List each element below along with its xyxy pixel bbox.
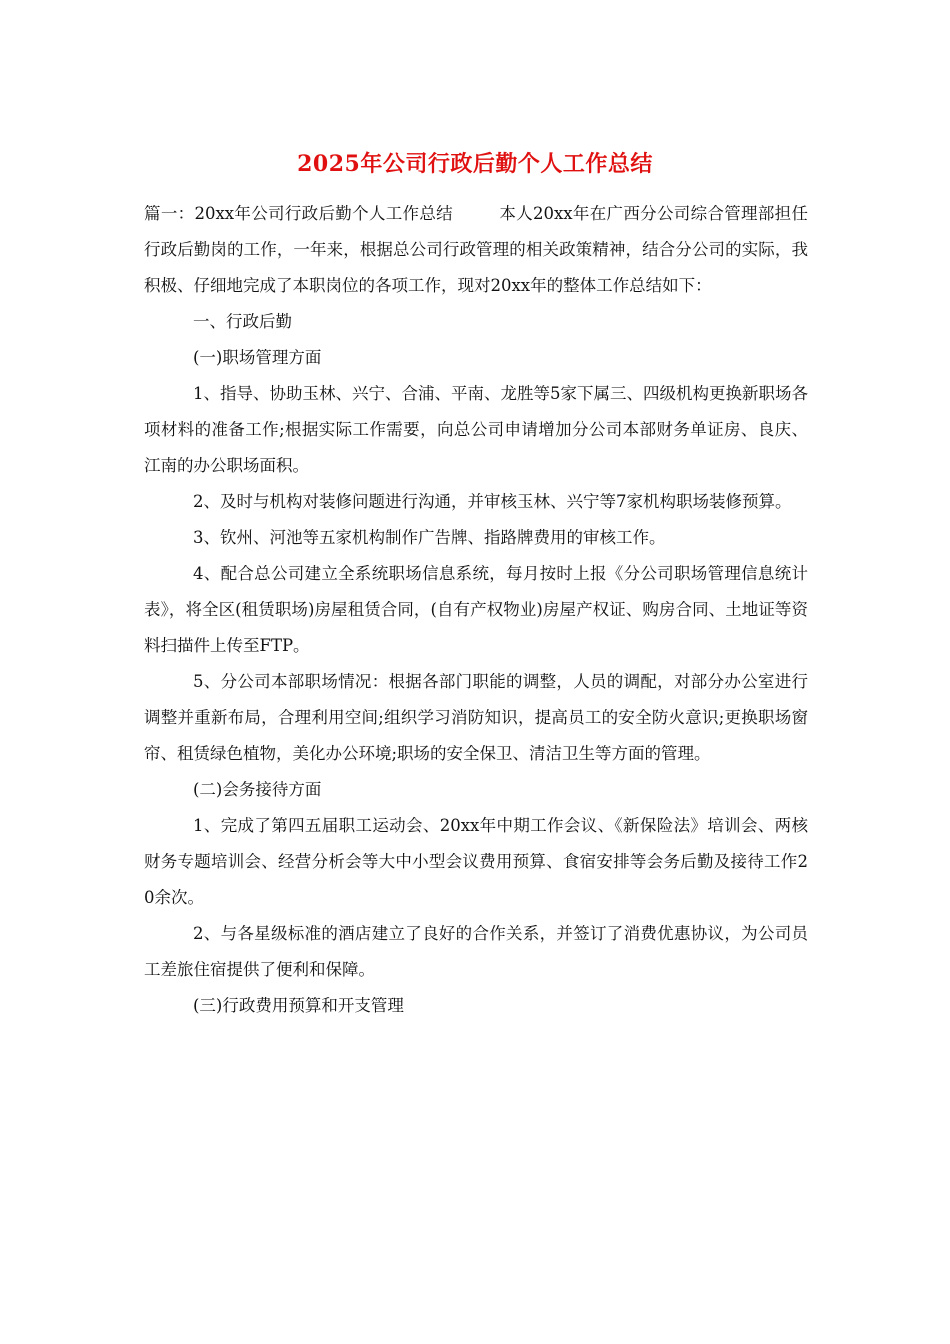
- list-item: 5、分公司本部职场情况：根据各部门职能的调整，人员的调配，对部分办公室进行调整并重新布局，合理利用空间;组织学习消防知识，提高员工的安全防火意识;更换职场窗帘、租赁绿色植物，美化办公环境;职场的安全保卫、清洁卫生等方面的管理。: [144, 672, 808, 763]
- section-heading-1: 一、行政后勤: [193, 312, 292, 331]
- intro-label: 篇一：20xx年公司行政后勤个人工作总结: [144, 204, 453, 223]
- subsection-heading-2: (二)会务接待方面: [193, 780, 322, 799]
- list-item: 2、与各星级标准的酒店建立了良好的合作关系，并签订了消费优惠协议，为公司员工差旅住宿提供了便利和保障。: [144, 924, 808, 979]
- subsection-heading-3: (三)行政费用预算和开支管理: [193, 996, 404, 1015]
- intro-paragraph: [144, 196, 808, 304]
- list-item: 1、指导、协助玉林、兴宁、合浦、平南、龙胜等5家下属三、四级机构更换新职场各项材料的准备工作;根据实际工作需要，向总公司申请增加分公司本部财务单证房、良庆、江南的办公职场面积。: [144, 384, 808, 475]
- subsection-heading-1: (一)职场管理方面: [193, 348, 322, 367]
- list-item: 1、完成了第四五届职工运动会、20xx年中期工作会议、《新保险法》培训会、两核财务专题培训会、经营分析会等大中小型会议费用预算、食宿安排等会务后勤及接待工作20余次。: [144, 816, 808, 907]
- document-body: [144, 196, 808, 1024]
- list-item: 4、配合总公司建立全系统职场信息系统，每月按时上报《分公司职场管理信息统计表》，将全区(租赁职场)房屋租赁合同，(自有产权物业)房屋产权证、购房合同、土地证等资料扫描件上传至FTP。: [144, 564, 808, 655]
- intro-text: 本人20xx年在广西分公司综合管理部担任行政后勤岗的工作，一年来，根据总公司行政管理的相关政策精神，结合分公司的实际，我积极、仔细地完成了本职岗位的各项工作，现对20xx年的整体工作总结如下：: [144, 204, 808, 295]
- document-title: 2025年公司行政后勤个人工作总结: [297, 151, 653, 177]
- list-item: 3、钦州、河池等五家机构制作广告牌、指路牌费用的审核工作。: [193, 528, 666, 547]
- list-item: 2、及时与机构对装修问题进行沟通，并审核玉林、兴宁等7家机构职场装修预算。: [193, 492, 792, 511]
